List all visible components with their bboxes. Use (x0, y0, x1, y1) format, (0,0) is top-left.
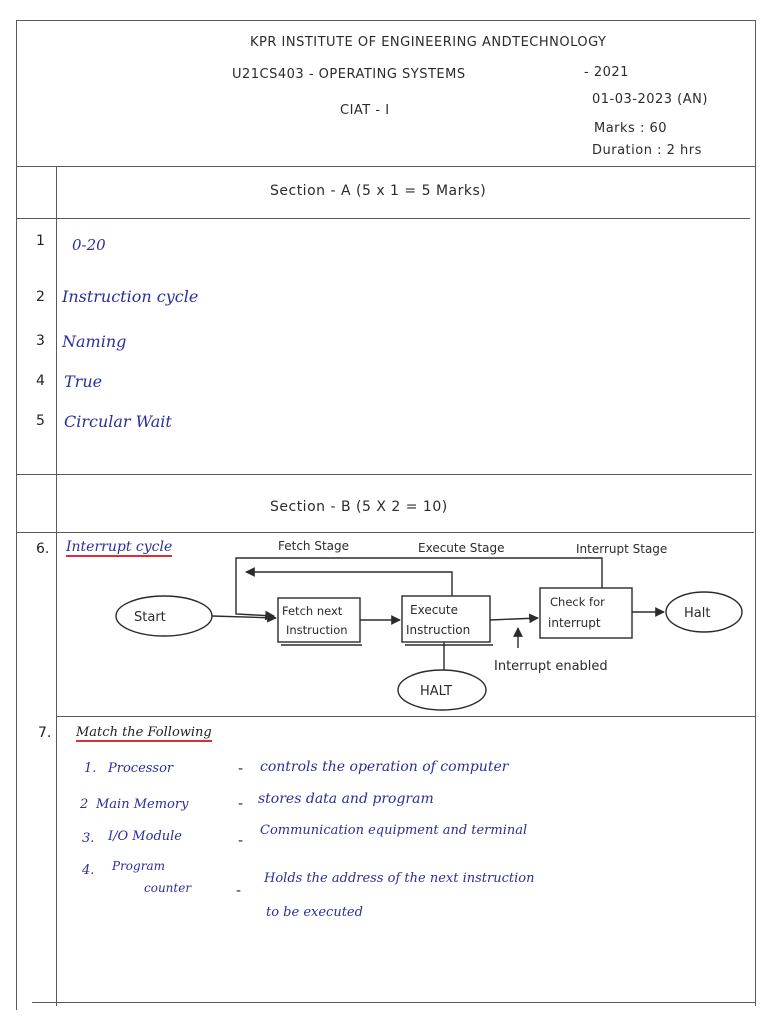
match-row-1-num: 1. (84, 761, 97, 776)
check-label-line2: interrupt (548, 616, 601, 630)
fetch-label-line1: Fetch next (282, 604, 343, 618)
match-row-2-dash: - (238, 796, 244, 812)
match-row-4-desc: Holds the address of the next instruction (264, 871, 535, 886)
match-row-3-desc: Communication equipment and terminal (260, 823, 528, 838)
match-row-4-term: Program (112, 859, 165, 873)
match-row-4-dash: - (236, 883, 242, 899)
exam-date: 01-03-2023 (AN) (592, 92, 708, 107)
match-row-2-term: Main Memory (96, 797, 189, 812)
exam-duration: Duration : 2 hrs (592, 143, 702, 158)
fetch-label-line2: Instruction (286, 623, 348, 637)
answer-2-number: 2 (36, 289, 45, 305)
answer-4-number: 4 (36, 373, 45, 389)
match-row-1-term: Processor (108, 761, 174, 776)
start-label: Start (134, 610, 166, 625)
loop-execute-to-fetch (246, 572, 452, 596)
execute-label-line2: Instruction (406, 623, 471, 637)
match-row-3-dash: - (238, 833, 244, 849)
section-b-title: Section - B (5 X 2 = 10) (270, 499, 448, 515)
match-row-3-term: I/O Module (108, 829, 182, 844)
match-row-2-num: 2 (80, 797, 89, 812)
stage-fetch-label: Fetch Stage (278, 539, 350, 553)
answer-5-number: 5 (36, 413, 45, 429)
answer-1-number: 1 (36, 233, 45, 249)
execute-label-line1: Execute (410, 603, 458, 617)
course-year: - 2021 (584, 65, 629, 80)
answer-3-number: 3 (36, 333, 45, 349)
answer-2-text: Instruction cycle (62, 287, 199, 306)
institute-name: KPR INSTITUTE OF ENGINEERING ANDTECHNOLOGY (250, 35, 607, 50)
q6-number: 6. (36, 541, 50, 557)
match-row-4-num: 4. (82, 863, 95, 878)
arrow-execute-check (490, 618, 538, 620)
check-label-line1: Check for (550, 595, 605, 609)
answer-1-text: 0-20 (72, 236, 106, 254)
match-row-1-desc: controls the operation of computer (260, 759, 509, 775)
stage-execute-label: Execute Stage (418, 541, 505, 555)
match-row-3-num: 3. (82, 831, 95, 846)
q7-title: Match the Following (76, 725, 212, 740)
halt-end-label: Halt (684, 606, 711, 621)
course-title: U21CS403 - OPERATING SYSTEMS (232, 67, 466, 82)
interrupt-enabled-label: Interrupt enabled (494, 659, 608, 674)
q7-number: 7. (38, 725, 52, 741)
q6-title: Interrupt cycle (66, 539, 173, 555)
answer-5-text: Circular Wait (64, 412, 172, 431)
section-a-title: Section - A (5 x 1 = 5 Marks) (270, 183, 487, 199)
match-row-2-desc: stores data and program (258, 791, 434, 807)
exam-name: CIAT - I (340, 103, 390, 118)
match-row-4-term2: counter (144, 881, 192, 895)
answer-4-text: True (64, 372, 103, 391)
match-row-4-desc2: to be executed (266, 905, 363, 920)
match-row-1-dash: - (238, 761, 244, 777)
halt-bottom-label: HALT (420, 684, 453, 699)
stage-interrupt-label: Interrupt Stage (576, 542, 668, 556)
answer-3-text: Naming (62, 332, 127, 351)
exam-marks: Marks : 60 (594, 121, 668, 136)
